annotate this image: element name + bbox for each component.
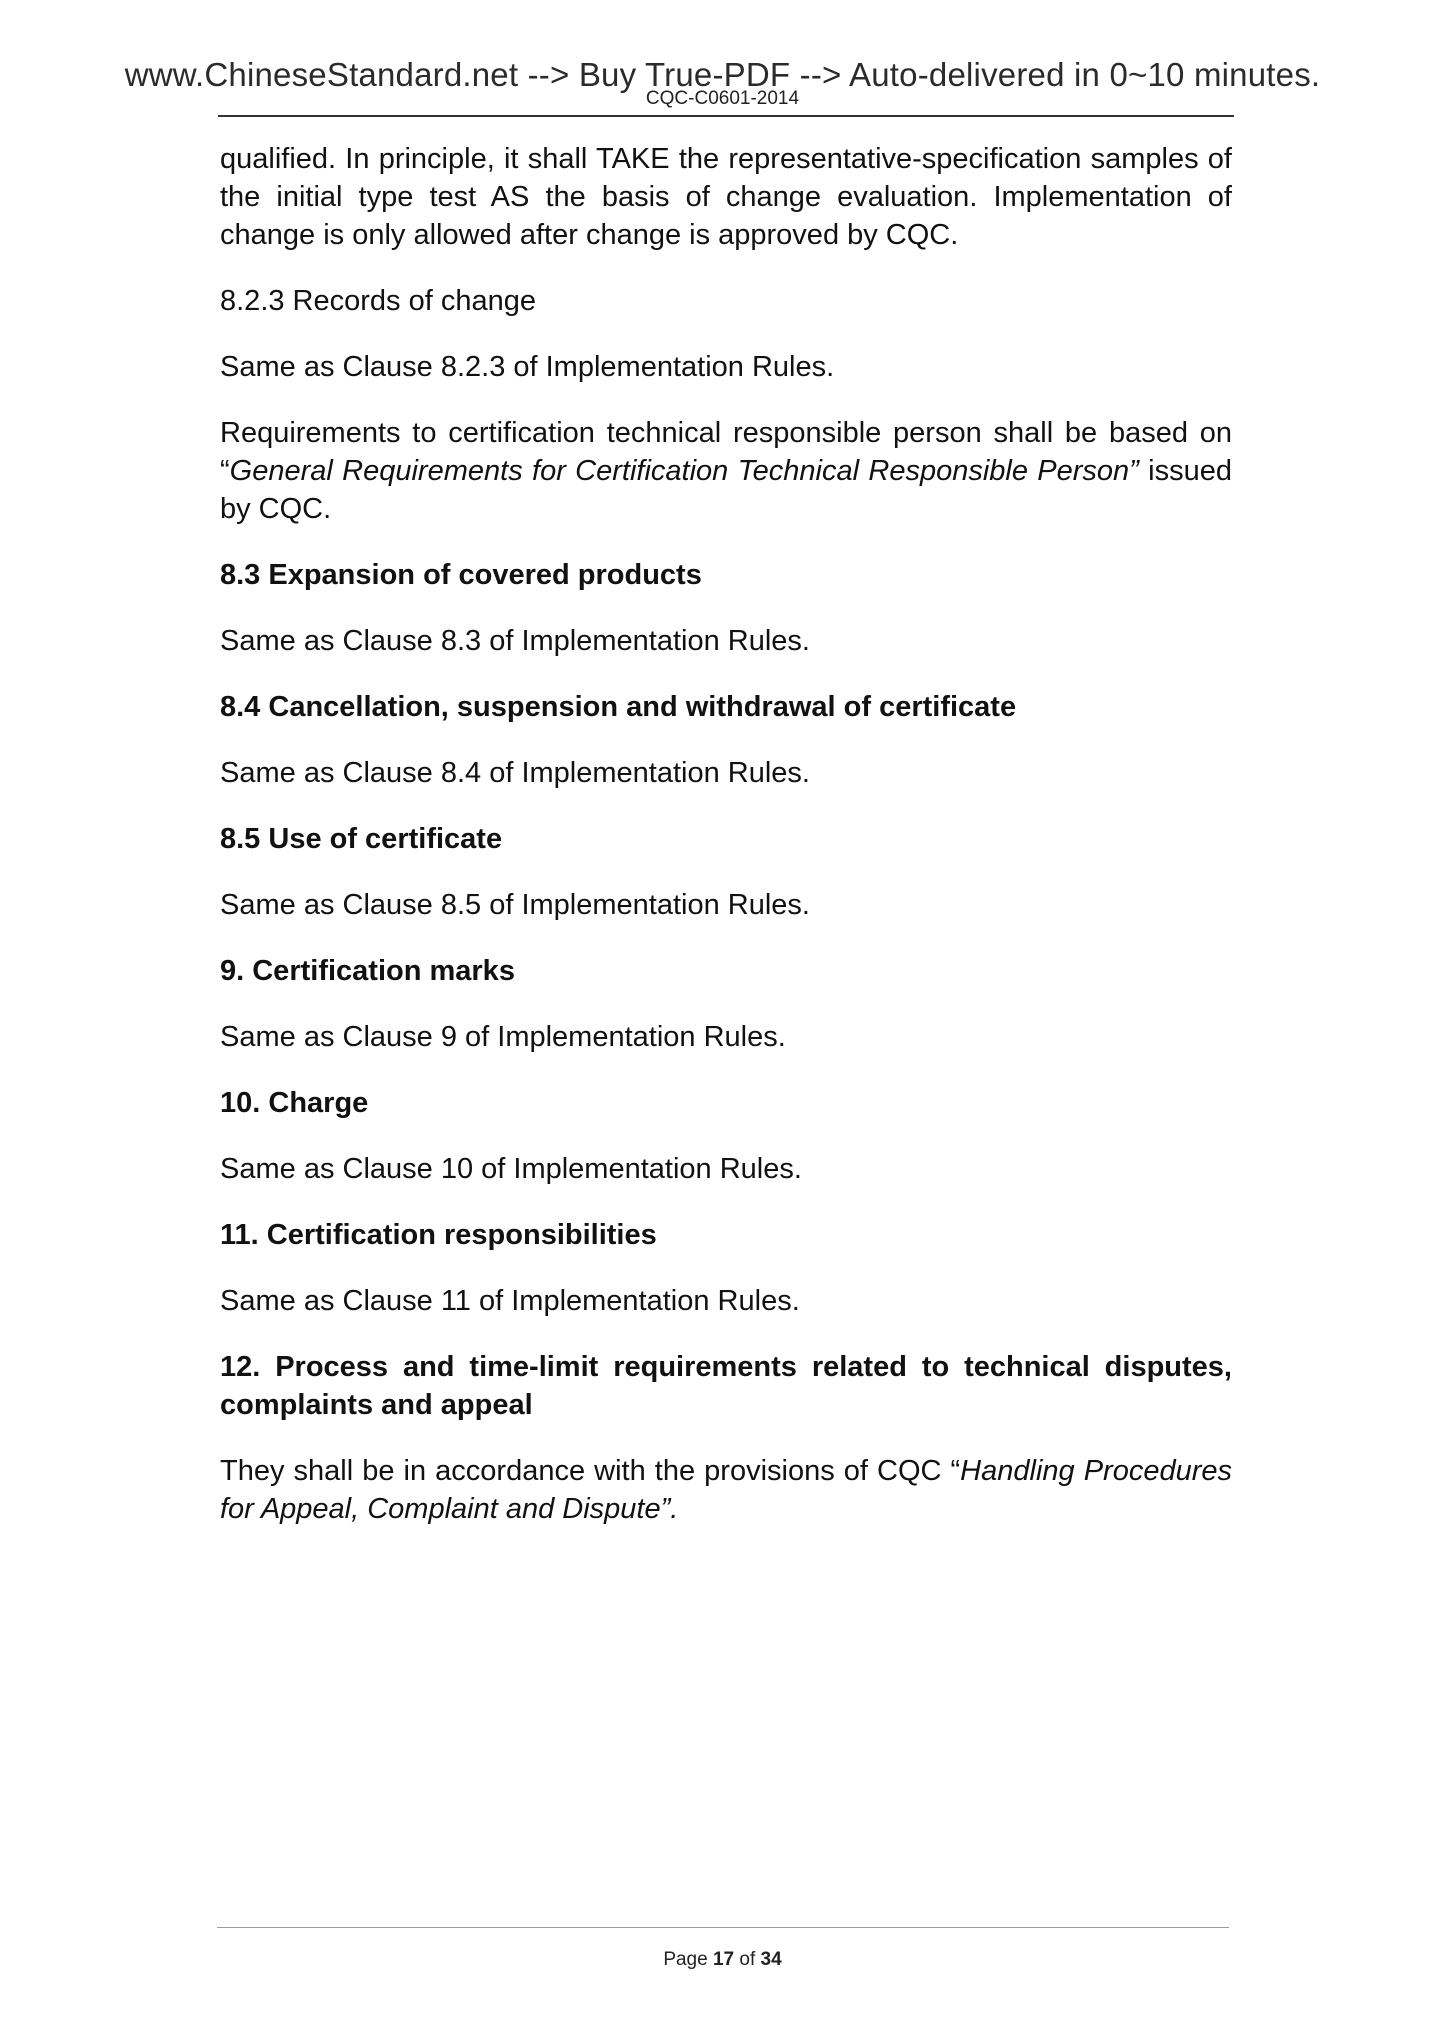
clause-text-8-3: Same as Clause 8.3 of Implementation Rules. xyxy=(220,625,810,657)
paragraph-responsible-person xyxy=(220,414,1232,528)
section-heading-10: 10. Charge xyxy=(220,1087,369,1119)
section-heading-9: 9. Certification marks xyxy=(220,955,515,987)
page-body xyxy=(220,140,1232,1556)
clause-text-11: Same as Clause 11 of Implementation Rules. xyxy=(220,1285,800,1317)
responsible-person-tail: issued by CQC. xyxy=(220,455,1232,525)
clause-text-8-4: Same as Clause 8.4 of Implementation Rules. xyxy=(220,757,810,789)
header-divider xyxy=(218,115,1234,117)
clause-text-10: Same as Clause 10 of Implementation Rules. xyxy=(220,1153,802,1185)
section-heading-8-3: 8.3 Expansion of covered products xyxy=(220,559,702,591)
clause-heading-8-2-3: 8.2.3 Records of change xyxy=(220,285,536,317)
page-total: 34 xyxy=(760,1949,782,1970)
responsible-person-doc-title: General Requirements for Certification Technical Responsible Person” xyxy=(229,455,1139,487)
section-heading-8-5: 8.5 Use of certificate xyxy=(220,823,503,855)
clause-12-lead: They shall be in accordance with the provisions of CQC “ xyxy=(220,1455,961,1487)
page-current: 17 xyxy=(712,1949,735,1970)
clause-12-doc-title: Handling Procedures for Appeal, Complaint and Dispute”. xyxy=(220,1455,1232,1525)
document-code: CQC-C0601-2014 xyxy=(645,88,800,109)
section-heading-12: 12. Process and time-limit requirements related to technical disputes, complaints and appeal xyxy=(220,1351,1232,1421)
clause-text-8-5: Same as Clause 8.5 of Implementation Rules. xyxy=(220,889,810,921)
page-label: Page xyxy=(663,1949,708,1970)
paragraph-change-approval: qualified. In principle, it shall TAKE the representative-specification samples of the initial type test AS the basis of change evaluation. Implementation of change is only allowed after change is approved by CQC. xyxy=(220,143,1232,251)
page-number xyxy=(0,1949,1445,1971)
clause-text-9: Same as Clause 9 of Implementation Rules. xyxy=(220,1021,786,1053)
section-heading-11: 11. Certification responsibilities xyxy=(220,1219,657,1251)
footer-divider xyxy=(217,1927,1229,1928)
site-banner: www.ChineseStandard.net --> Buy True-PDF --> Auto-delivered in 0~10 minutes. xyxy=(124,56,1321,93)
clause-text-12 xyxy=(220,1452,1232,1528)
section-heading-8-4: 8.4 Cancellation, suspension and withdrawal of certificate xyxy=(220,691,1017,723)
responsible-person-lead: Requirements to certification technical responsible person shall be based on “ xyxy=(220,417,1232,487)
page-of-label: of xyxy=(739,1949,756,1970)
clause-text-8-2-3: Same as Clause 8.2.3 of Implementation Rules. xyxy=(220,351,835,383)
